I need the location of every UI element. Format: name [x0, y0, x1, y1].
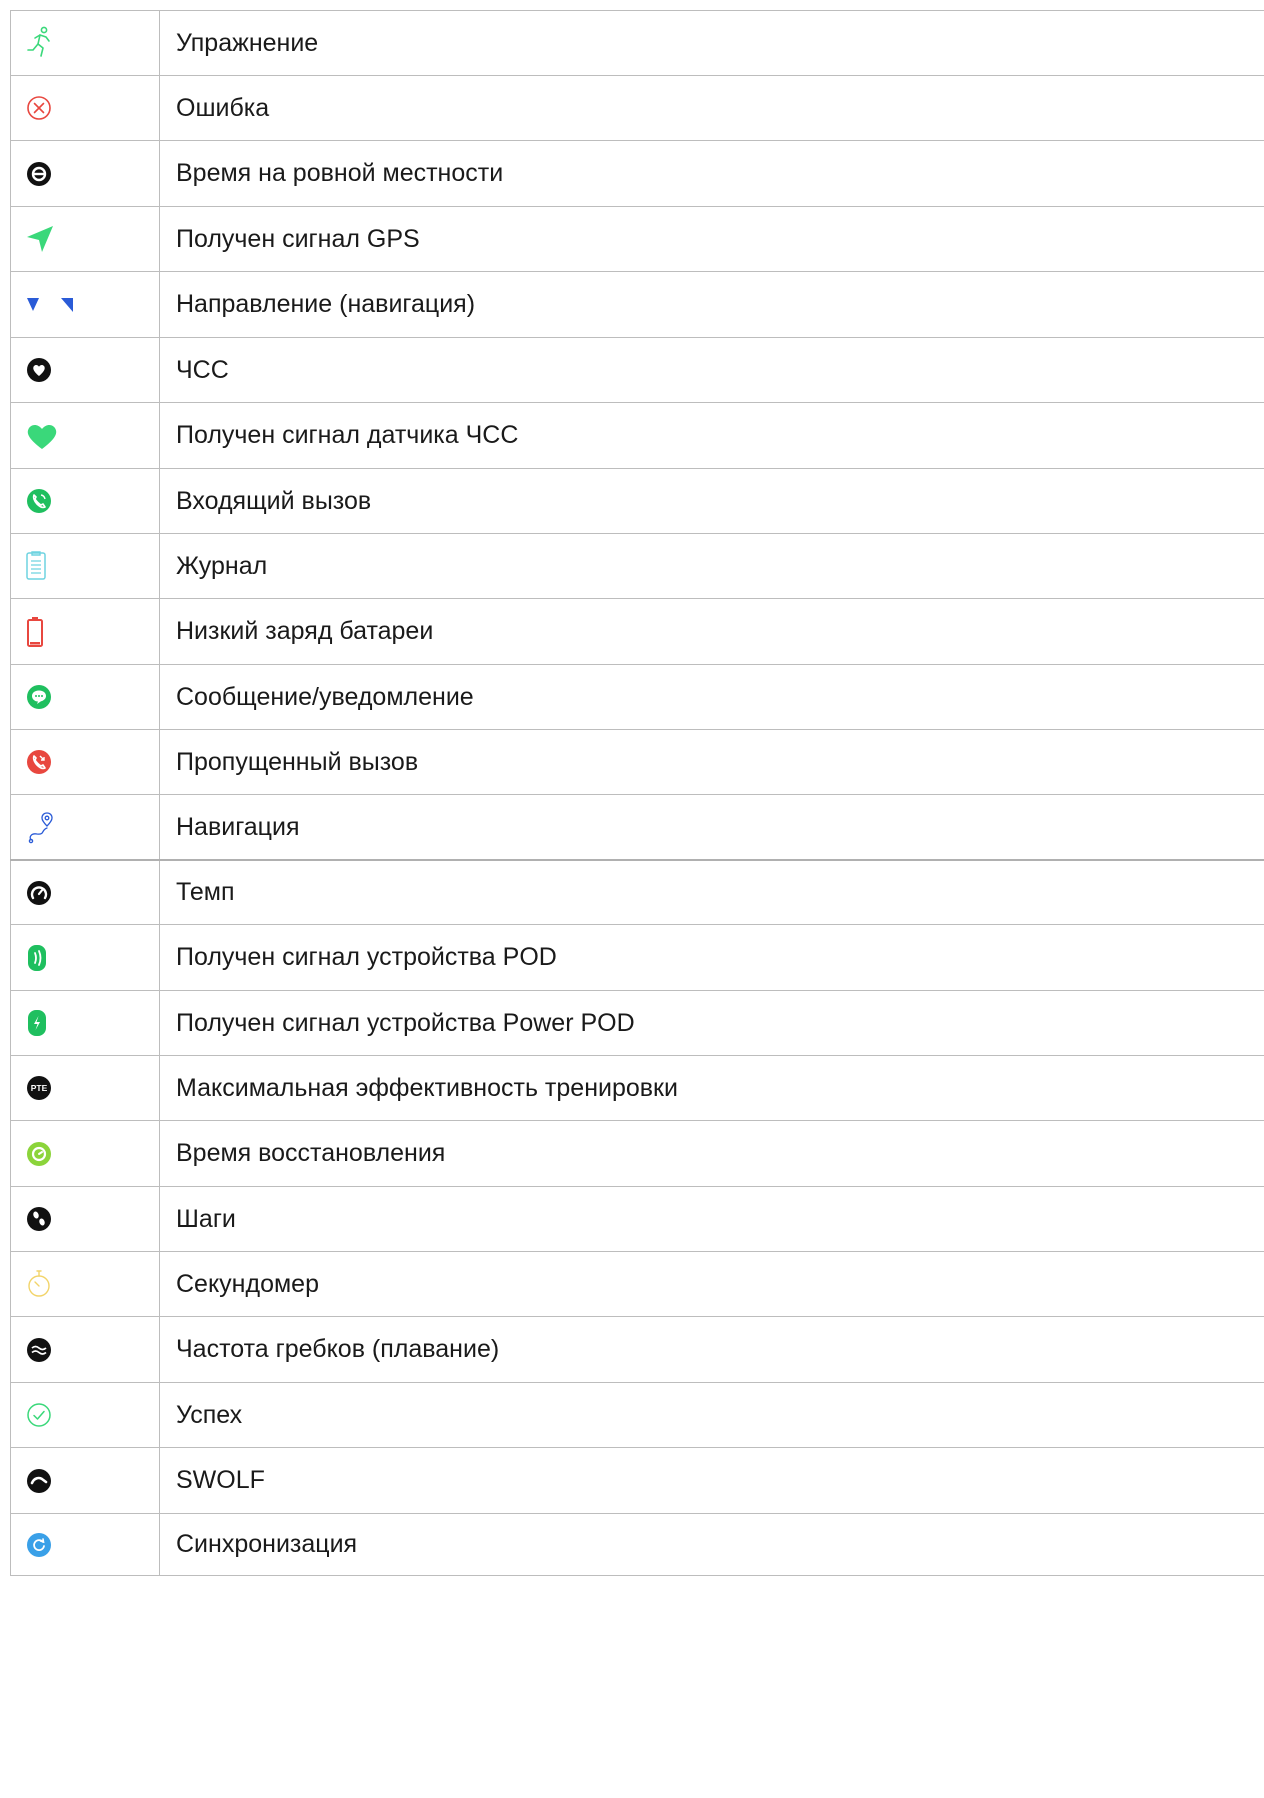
sync-icon: [25, 1531, 53, 1559]
flat-time-icon: [25, 160, 53, 188]
row-label: Получен сигнал датчика ЧСС: [176, 421, 519, 449]
logbook-icon: [25, 550, 49, 582]
direction-arrows-icon: [25, 295, 81, 315]
row-label: Ошибка: [176, 93, 270, 122]
icon-cell: [10, 1121, 160, 1186]
low-battery-icon: [25, 615, 47, 649]
row-label: Пропущенный вызов: [176, 747, 419, 776]
table-row: [10, 730, 1264, 795]
icon-cell: [10, 1187, 160, 1251]
row-label: Журнал: [176, 551, 268, 580]
table-row: [10, 1448, 1264, 1514]
table-row: [10, 1514, 1264, 1576]
recovery-time-icon: [25, 1140, 53, 1168]
table-row: [10, 534, 1264, 599]
row-label: Низкий заряд батареи: [176, 617, 434, 645]
navigation-icon: [25, 810, 57, 844]
icon-cell: [10, 403, 160, 468]
swolf-icon: [25, 1467, 53, 1495]
pte-icon: [25, 1074, 53, 1102]
icon-cell: [10, 1252, 160, 1316]
row-label: Навигация: [176, 812, 300, 841]
heart-rate-icon: [25, 356, 53, 384]
table-row: [10, 599, 1264, 665]
icon-cell: [10, 272, 160, 337]
table-row: [10, 207, 1264, 272]
swim-stroke-icon: [25, 1336, 53, 1364]
row-label: Синхронизация: [176, 1530, 358, 1558]
icon-cell: [10, 534, 160, 598]
table-row: [10, 1121, 1264, 1187]
error-icon: [25, 94, 53, 122]
row-label: Шаги: [176, 1204, 236, 1233]
row-label: Успех: [176, 1400, 243, 1429]
row-label: Входящий вызов: [176, 486, 372, 515]
gps-arrow-icon: [25, 224, 55, 254]
row-label: Темп: [176, 878, 235, 906]
incoming-call-icon: [25, 487, 53, 515]
table-row: [10, 861, 1264, 925]
svg-text:PTE: PTE: [30, 1083, 48, 1094]
steps-icon: [25, 1205, 53, 1233]
row-label: Максимальная эффективность тренировки: [176, 1073, 678, 1102]
table-row: [10, 1383, 1264, 1448]
row-label: ЧСС: [176, 355, 229, 384]
table-row: [10, 795, 1264, 861]
icon-cell: [10, 795, 160, 859]
success-icon: [25, 1401, 53, 1429]
icon-cell: [10, 861, 160, 924]
table-row: [10, 469, 1264, 534]
icon-cell: [10, 1383, 160, 1447]
table-row: [10, 991, 1264, 1056]
stopwatch-icon: [25, 1268, 53, 1300]
table-row: [10, 925, 1264, 991]
row-label: Время восстановления: [176, 1139, 446, 1167]
row-label: Сообщение/уведомление: [176, 682, 474, 711]
running-person-icon: [25, 26, 55, 60]
icons-table: [10, 10, 1264, 1576]
power-pod-icon: [25, 1008, 49, 1038]
row-label: Получен сигнал устройства Power POD: [176, 1008, 635, 1037]
row-label: SWOLF: [176, 1466, 265, 1494]
icon-cell: [10, 1317, 160, 1382]
table-row: [10, 11, 1264, 76]
table-row: [10, 272, 1264, 338]
table-row: [10, 338, 1264, 403]
pace-icon: [25, 879, 53, 907]
icon-cell: [10, 1056, 160, 1120]
icon-cell: [10, 925, 160, 990]
table-row: [10, 141, 1264, 207]
row-label: Секундомер: [176, 1269, 319, 1298]
pod-icon: [25, 943, 49, 973]
row-label: Получен сигнал GPS: [176, 224, 420, 253]
icon-cell: [10, 730, 160, 794]
icon-cell: [10, 1514, 160, 1575]
icon-cell: [10, 76, 160, 140]
row-label: Упражнение: [176, 28, 319, 57]
row-label: Получен сигнал устройства POD: [176, 943, 557, 971]
table-row: [10, 1187, 1264, 1252]
row-label: Время на ровной местности: [176, 159, 504, 187]
table-row: [10, 665, 1264, 730]
icon-cell: [10, 207, 160, 271]
table-row: [10, 1252, 1264, 1317]
row-label: Частота гребков (плавание): [176, 1335, 500, 1363]
icon-cell: [10, 1448, 160, 1513]
icon-cell: [10, 991, 160, 1055]
icon-cell: [10, 469, 160, 533]
heart-sensor-icon: [25, 421, 59, 451]
missed-call-icon: [25, 748, 53, 776]
table-row: [10, 1317, 1264, 1383]
icon-cell: [10, 665, 160, 729]
table-row: [10, 1056, 1264, 1121]
table-row: [10, 76, 1264, 141]
message-icon: [25, 683, 53, 711]
icon-cell: [10, 599, 160, 664]
icon-cell: [10, 141, 160, 206]
row-label: Направление (навигация): [176, 290, 476, 318]
icon-cell: [10, 338, 160, 402]
icon-cell: [10, 11, 160, 75]
table-row: [10, 403, 1264, 469]
